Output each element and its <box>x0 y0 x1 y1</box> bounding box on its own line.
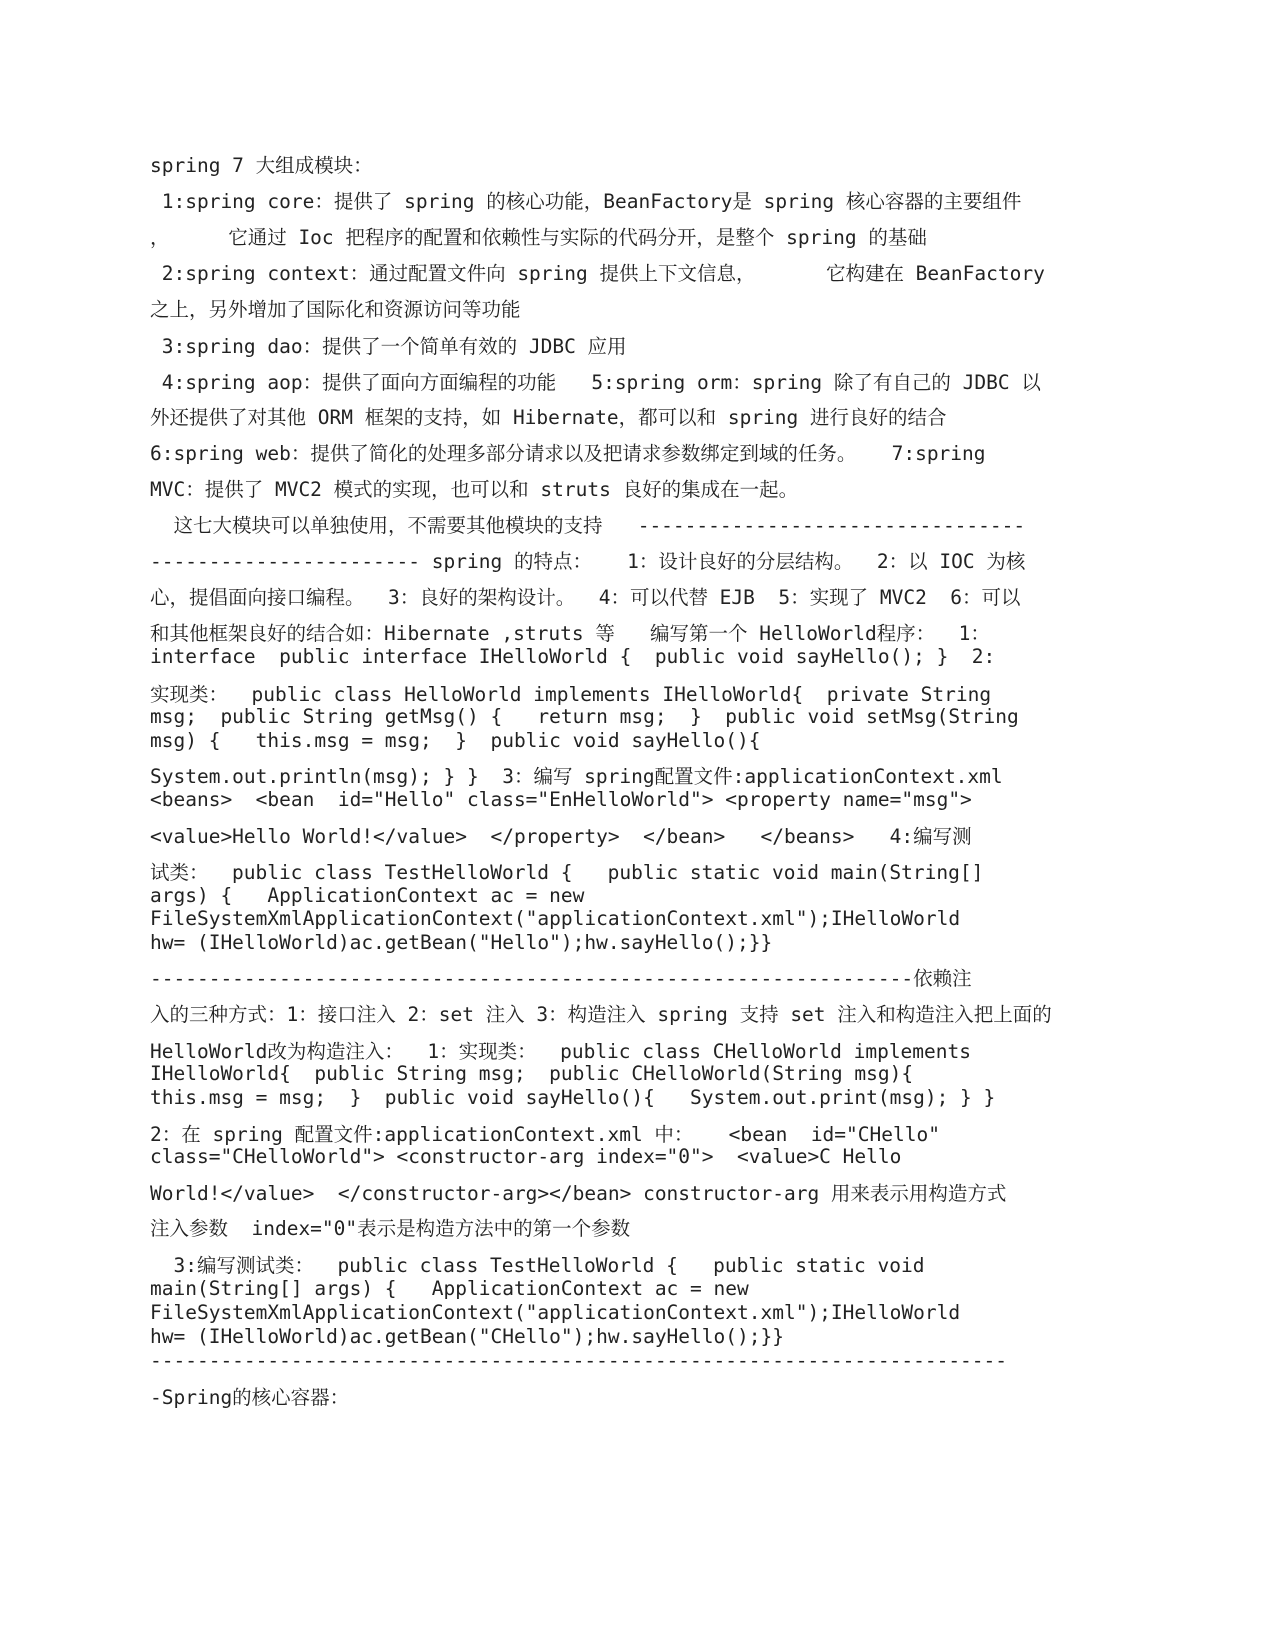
text-line: 和其他框架良好的结合如：Hibernate ,struts 等 编写第一个 HelloWorld程序： 1： <box>150 622 990 645</box>
text-line: MVC：提供了 MVC2 模式的实现，也可以和 struts 良好的集成在一起。 <box>150 478 799 501</box>
text-line: 之上，另外增加了国际化和资源访问等功能 <box>150 298 521 321</box>
text-line: args) { ApplicationContext ac = new <box>150 884 585 907</box>
text-line: 外还提供了对其他 ORM 框架的支持，如 Hibernate，都可以和 spring 进行良好的结合 <box>150 406 947 429</box>
text-line: 这七大模块可以单独使用，不需要其他模块的支持 --------------------------------- <box>150 514 1026 537</box>
text-line: msg; public String getMsg() { return msg; } public void setMsg(String <box>150 705 1019 728</box>
text-line: FileSystemXmlApplicationContext("applicationContext.xml");IHelloWorld <box>150 907 961 930</box>
text-line: 2：在 spring 配置文件:applicationContext.xml 中： <bean id="CHello" <box>150 1123 940 1146</box>
text-line: 入的三种方式：1：接口注入 2：set 注入 3：构造注入 spring 支持 set 注入和构造注入把上面的 <box>150 1003 1052 1026</box>
text-line: this.msg = msg; } public void sayHello(){ System.out.print(msg); } } <box>150 1086 996 1109</box>
text-line: hw= (IHelloWorld)ac.getBean("CHello");hw.sayHello();}} <box>150 1325 784 1348</box>
text-line: 6:spring web：提供了简化的处理多部分请求以及把请求参数绑定到域的任务。 7:spring <box>150 442 986 465</box>
text-line: <beans> <bean id="Hello" class="EnHelloWorld"> <property name="msg"> <box>150 788 972 811</box>
text-line: 实现类： public class HelloWorld implements IHelloWorld{ private String <box>150 683 992 706</box>
text-line: World!</value> </constructor-arg></bean> constructor-arg 用来表示用构造方式 <box>150 1182 1007 1205</box>
text-line: System.out.println(msg); } } 3：编写 spring配置文件:applicationContext.xml <box>150 765 1003 788</box>
text-line: 试类： public class TestHelloWorld { public static void main(String[] <box>150 861 984 884</box>
text-line: ， 它通过 Ioc 把程序的配置和依赖性与实际的代码分开，是整个 spring 的基础 <box>150 226 927 249</box>
text-line: 3:编写测试类： public class TestHelloWorld { public static void <box>150 1254 925 1277</box>
text-line: -Spring的核心容器： <box>150 1386 350 1409</box>
text-line: hw= (IHelloWorld)ac.getBean("Hello");hw.sayHello();}} <box>150 931 773 954</box>
text-line: IHelloWorld{ public String msg; public CHelloWorld(String msg){ <box>150 1062 914 1085</box>
text-line: -----------------------------------------------------------------依赖注 <box>150 967 972 990</box>
text-line: ----------------------- spring 的特点： 1：设计良好的分层结构。 2：以 IOC 为核 <box>150 550 1026 573</box>
text-line: ------------------------------------------------------------------------- <box>150 1349 1008 1372</box>
text-line: main(String[] args) { ApplicationContext ac = new <box>150 1277 749 1300</box>
text-line: 心，提倡面向接口编程。 3：良好的架构设计。 4：可以代替 EJB 5：实现了 MVC2 6：可以 <box>150 586 1021 609</box>
text-line: HelloWorld改为构造注入： 1：实现类： public class CHelloWorld implements <box>150 1040 971 1063</box>
text-line: FileSystemXmlApplicationContext("applicationContext.xml");IHelloWorld <box>150 1301 961 1324</box>
text-line: <value>Hello World!</value> </property> </bean> </beans> 4:编写测 <box>150 825 972 848</box>
text-line: spring 7 大组成模块： <box>150 154 373 177</box>
text-line: 3:spring dao：提供了一个简单有效的 JDBC 应用 <box>150 335 627 358</box>
text-line: interface public interface IHelloWorld { public void sayHello(); } 2: <box>150 645 996 668</box>
text-line: 1:spring core：提供了 spring 的核心功能，BeanFactory是 spring 核心容器的主要组件 <box>150 190 1022 213</box>
text-line: class="CHelloWorld"> <constructor-arg index="0"> <value>C Hello <box>150 1145 902 1168</box>
text-line: msg) { this.msg = msg; } public void sayHello(){ <box>150 729 761 752</box>
text-line: 4:spring aop：提供了面向方面编程的功能 5:spring orm：spring 除了有自己的 JDBC 以 <box>150 371 1041 394</box>
text-line: 2:spring context：通过配置文件向 spring 提供上下文信息， 它构建在 BeanFactory <box>150 262 1045 285</box>
text-line: 注入参数 index="0"表示是构造方法中的第一个参数 <box>150 1217 631 1240</box>
